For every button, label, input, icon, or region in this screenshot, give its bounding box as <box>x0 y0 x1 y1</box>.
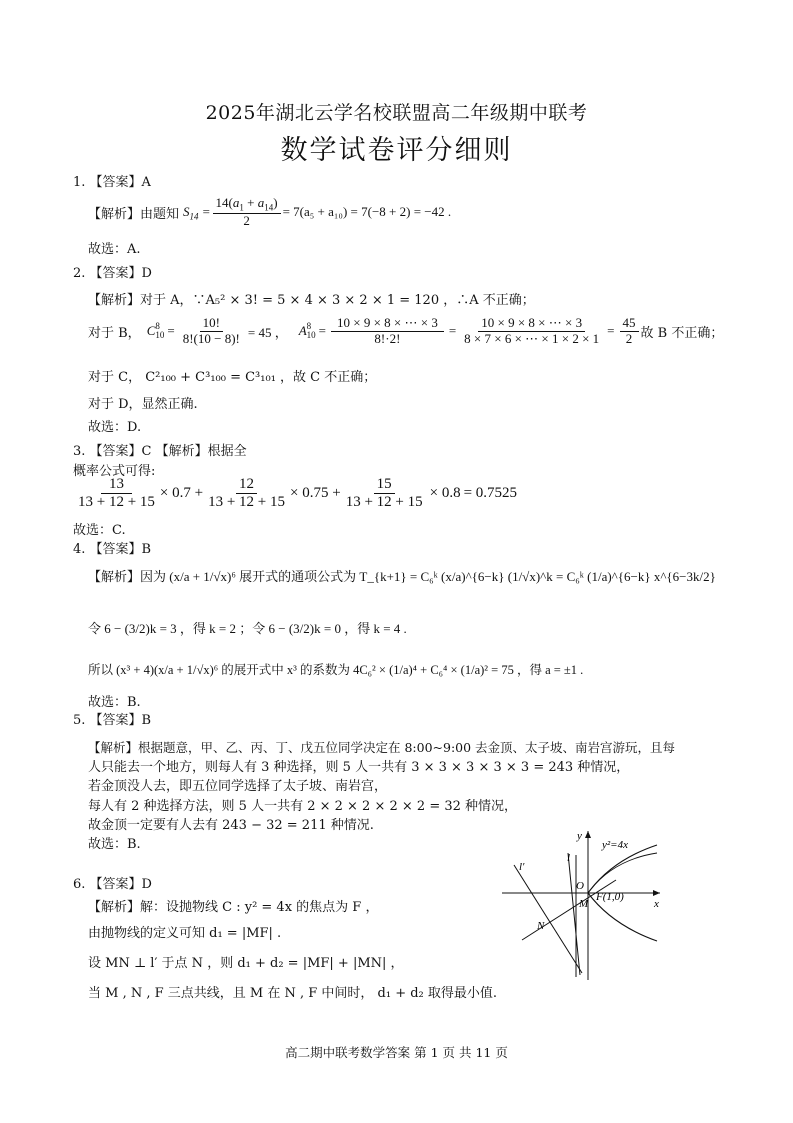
q4-choose: 故选：B. <box>88 695 141 710</box>
q3-formula: $\frac{13}{13 + 12 + 15}$ × 0.7 + $\frac{12}{13 + 12 + 15}$ × 0.75 + $\frac{15}{13 + 12 + 15}$ × 0.8 = 0.7525 <box>78 476 518 511</box>
point-m-label: M <box>579 898 589 910</box>
page-footer: 高二期中联考数学答案 第 1 页 共 11 页 <box>285 1045 508 1060</box>
q6-line4: 当 M , N , F 三点共线，且 M 在 N , F 中间时， d₁ + d₂ 取得最小值. <box>88 986 498 1001</box>
point-f-label: F(1,0) <box>596 891 624 903</box>
curve-label: y²=4x <box>602 839 628 851</box>
q2-line-b-end: 故 B 不正确； <box>640 325 724 341</box>
point-n-label: N <box>537 920 545 932</box>
q4-line3: 所以 (x³ + 4)(x/a + 1/√x)⁶ 的展开式中 x³ 的系数为 4C₆² × (1/a)⁴ + C₆⁴ × (1/a)² = 75 ，得 a = ±1 . <box>88 663 584 677</box>
parabola-figure <box>492 825 672 985</box>
q2-line-c: 对于 C， C²₁₀₀ + C³₁₀₀ = C³₁₀₁ ，故 C 不正确； <box>88 370 377 385</box>
q1-fraction: $\frac{14(a_1 + a_{14})}{2}$ <box>213 196 281 229</box>
q6-answer: 6. 【答案】D <box>73 877 152 892</box>
q3-choose: 故选：C. <box>73 523 126 538</box>
q1-formula-tail: = 7(a₅ + a₁₀) = 7(−8 + 2) = −42 . <box>282 204 452 220</box>
q5-line2: 人只能去一个地方，则每人有 3 种选择，则 5 人一共有 3 × 3 × 3 × 3 × 3 = 243 种情况， <box>88 760 630 775</box>
q2-line-d: 对于 D，显然正确. <box>88 397 198 412</box>
q1-analysis: 【解析】由题知 $S_{14}$ = $\frac{14(a_1 + a_{14})}{2}$ = 7(a₅ + a₁₀) = 7(−8 + 2) = −42 . <box>88 195 452 228</box>
origin-label: O <box>576 880 584 892</box>
q3-answer: 3. 【答案】C 【解析】根据全 <box>73 444 247 459</box>
q3-result: = 0.7525 <box>463 485 518 502</box>
page-title: 数学试卷评分细则 <box>280 135 513 166</box>
q5-choose: 故选：B. <box>88 837 141 852</box>
x-axis-label: x <box>654 898 659 910</box>
q5-line4: 每人有 2 种选择方法，则 5 人一共有 2 × 2 × 2 × 2 × 2 = 32 种情况， <box>88 799 518 814</box>
q4-line2: 令 6 − (3/2)k = 3 ，得 k = 2 ；令 6 − (3/2)k = 0 ，得 k = 4 . <box>88 621 407 636</box>
y-axis-label: y <box>577 830 582 842</box>
q5-answer: 5. 【答案】B <box>73 713 152 728</box>
q5-line1: 【解析】根据题意，甲、乙、丙、丁、戊五位同学决定在 8:00~9:00 去金顶、太子坡、南岩宫游玩，且每 <box>88 740 676 755</box>
l-label: l <box>567 852 571 864</box>
q6-line1: 【解析】解：设抛物线 C : y² = 4x 的焦点为 F ， <box>88 900 379 915</box>
q2-choose: 故选：D. <box>88 420 142 435</box>
q4-answer: 4. 【答案】B <box>73 542 152 557</box>
line-l-prime <box>514 865 582 973</box>
q2-line-b: 对于 B， C 8 10 = $\frac{10!}{8!(10 - 8)!}$ = 45 ， A 8 10 = $\frac{10 \times 9 \times 8 \times \cdots \times 3}{8!\cdot 2!}$ = $\frac{10 \times 9 \times 8 \times \cdots \times 3}{8 \times 7 \times 6 \times \cdots \times 1 \times 2 \times 1}$ = $\frac{45}{2}$ 故 B 不正确； <box>88 315 724 346</box>
q6-line2: 由抛物线的定义可知 d₁ = |MF| . <box>88 926 282 941</box>
q2-line-b-pre: 对于 B， <box>88 325 141 341</box>
q3-line2: 概率公式可得: <box>73 464 156 479</box>
q1-choose: 故选：A. <box>88 242 141 257</box>
l-prime-label: l′ <box>519 861 525 873</box>
q4-line1: 【解析】因为 (x/a + 1/√x)⁶ 展开式的通项公式为 T_{k+1} = C₆ᵏ (x/a)^{6−k} (1/√x)^k = C₆ᵏ (1/a)^{6−k} x^{6−3k/2} <box>88 569 716 584</box>
q2-answer: 2. 【答案】D <box>73 266 152 281</box>
q6-line3: 设 MN ⊥ l′ 于点 N ，则 d₁ + d₂ = |MF| + |MN| ， <box>88 956 404 971</box>
exam-title: 2025年湖北云学名校联盟高二年级期中联考 <box>205 102 588 124</box>
q5-line5: 故金顶一定要有人去有 243 − 32 = 211 种情况. <box>88 818 374 833</box>
q1-answer: 1. 【答案】A <box>73 175 151 190</box>
q1-analysis-label: 【解析】由题知 <box>88 206 180 222</box>
q5-line3: 若金顶没人去，即五位同学选择了太子坡、南岩宫， <box>88 779 388 794</box>
q2-line-a: 【解析】对于 A，∵A₅² × 3! = 5 × 4 × 3 × 2 × 1 = 120 ，∴A 不正确； <box>88 293 535 308</box>
